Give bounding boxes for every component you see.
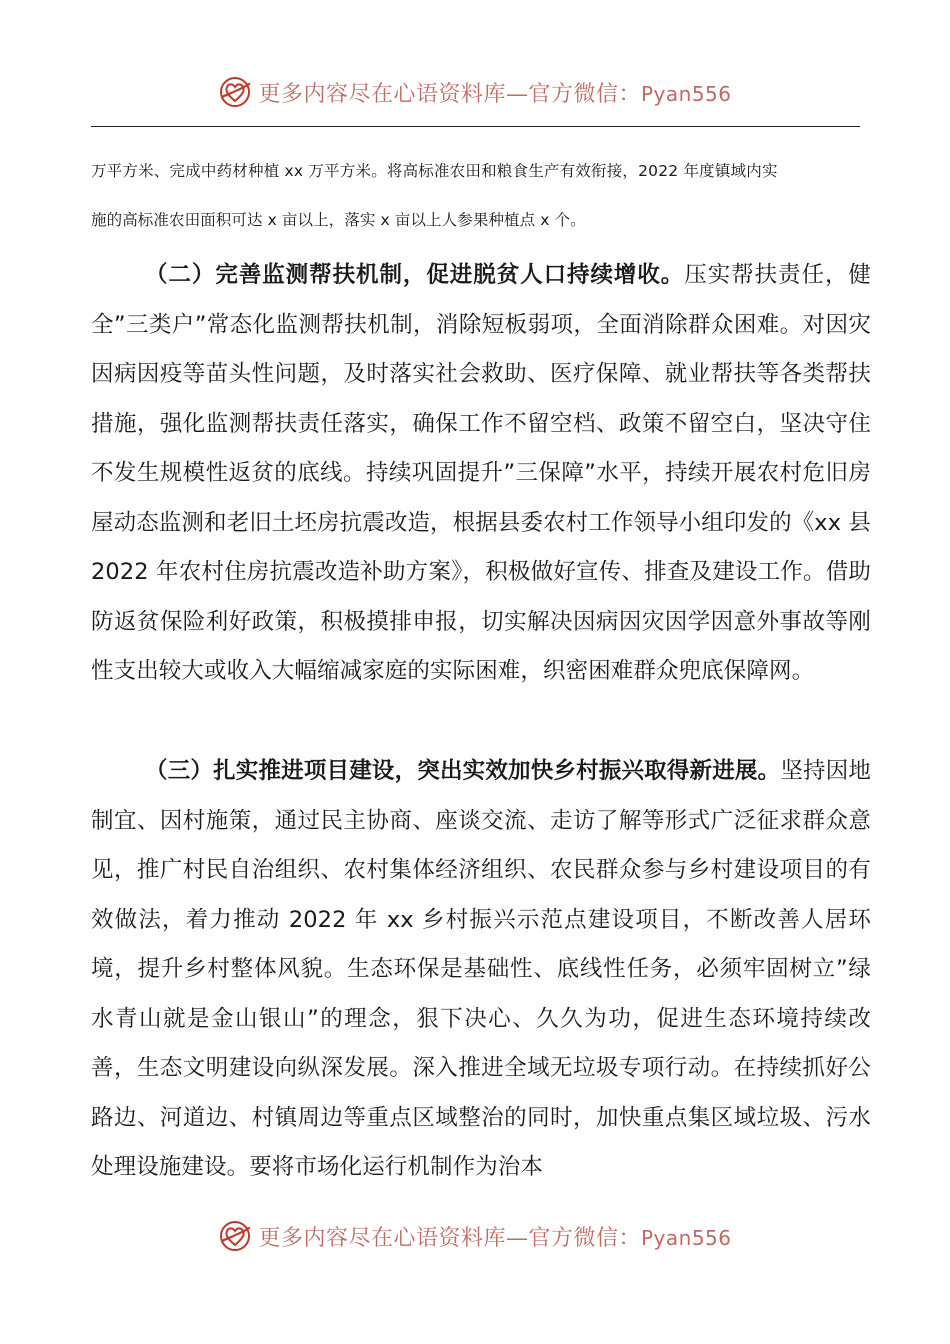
intro-paragraph <box>91 163 866 228</box>
intro-line-1: 万平方米、完成中药材种植 xx 万平方米。将高标准农田和粮食生产有效衔接，2022 年度镇域内实 <box>91 162 778 180</box>
header-divider <box>91 126 860 127</box>
banner-text: 更多内容尽在心语资料库—官方微信：Pyan556 <box>258 81 732 107</box>
wechat-id: Pyan556 <box>641 1225 732 1250</box>
section-2-body: 压实帮扶责任，健全”三类户”常态化监测帮扶机制，消除短板弱项，全面消除群众困难。对因灾因病因疫等苗头性问题，及时落实社会救助、医疗保障、就业帮扶等各类帮扶措施，强化监测帮扶责任落实，确保工作不留空档、政策不留空白，坚决守住不发生规模性返贫的底线。持续巩固提升”三保障”水平，持续开展农村危旧房屋动态监测和老旧土坯房抗震改造，根据县委农村工作领导小组印发的《xx 县 2022 年农村住房抗震改造补助方案》，积极做好宣传、排查及建设工作。借助防返贫保险利好政策，积极摸排申报，切实解决因病因灾因学因意外事故等刚性支出较大或收入大幅缩减家庭的实际困难，织密困难群众兜底保障网。 <box>91 262 871 684</box>
banner-text: 更多内容尽在心语资料库—官方微信：Pyan556 <box>258 1225 732 1251</box>
header-watermark-banner <box>0 72 950 112</box>
section-3-paragraph <box>91 747 871 1193</box>
heart-logo-icon <box>218 1219 252 1253</box>
section-2-heading: （二）完善监测帮扶机制，促进脱贫人口持续增收。 <box>145 262 685 288</box>
section-2-paragraph <box>91 251 871 697</box>
section-3-body: 坚持因地制宜、因村施策，通过民主协商、座谈交流、走访了解等形式广泛征求群众意见，推广村民自治组织、农村集体经济组织、农民群众参与乡村建设项目的有效做法，着力推动 2022 年 xx 乡村振兴示范点建设项目，不断改善人居环境，提升乡村整体风貌。生态环保是基础性、底线性任务，必须牢固树立”绿水青山就是金山银山”的理念，狠下决心、久久为功，促进生态环境持续改善，生态文明建设向纵深发展。深入推进全域无垃圾专项行动。在持续抓好公路边、河道边、村镇周边等重点区域整治的同时，加快重点集区域垃圾、污水处理设施建设。要将市场化运行机制作为治本 <box>91 758 871 1180</box>
intro-line-2: 施的高标准农田面积可达 x 亩以上，落实 x 亩以上人参果种植点 x 个。 <box>91 211 586 229</box>
wechat-id: Pyan556 <box>641 81 732 106</box>
section-3-heading: （三）扎实推进项目建设，突出实效加快乡村振兴取得新进展。 <box>145 758 781 784</box>
footer-watermark-banner <box>0 1216 950 1256</box>
heart-logo-icon <box>218 75 252 109</box>
